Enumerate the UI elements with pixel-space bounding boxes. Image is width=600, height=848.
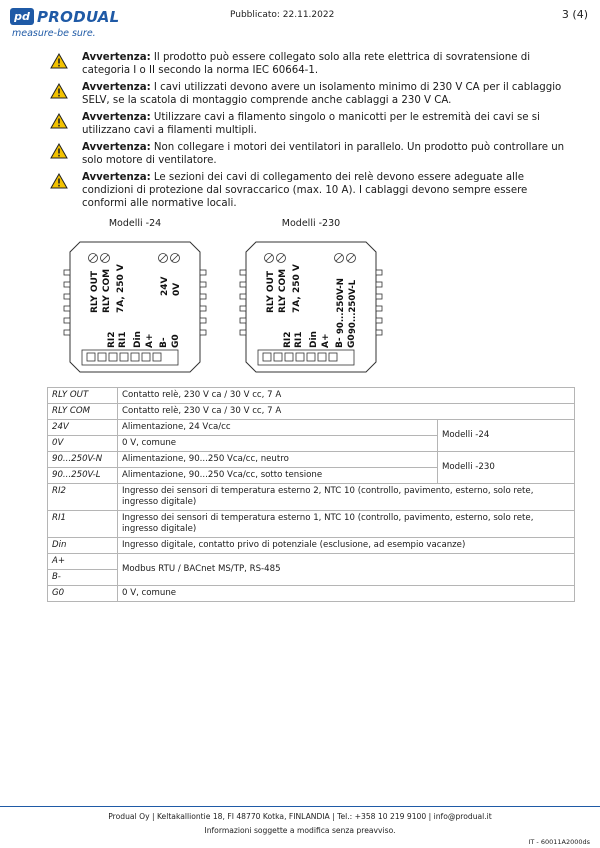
table-row [48, 586, 575, 602]
terminal-desc: Contatto relè, 230 V ca / 30 V cc, 7 A [118, 404, 575, 420]
published-date: Pubblicato: 22.11.2022 [230, 10, 335, 20]
footer-address: Produal Oy | Keltakalliontie 18, FI 48770 Kotka, FINLANDIA | Tel.: +358 10 219 9100 | info@produal.it [108, 812, 492, 821]
terminal-label: B- [159, 337, 169, 348]
table-row [48, 452, 575, 468]
terminal-label: RI2 [107, 331, 117, 348]
warning-text: Non collegare i motori dei ventilatori in parallelo. Un prodotto può controllare un solo motore di ventilatore. [82, 142, 565, 166]
wiring-diagram-230 [236, 218, 386, 382]
terminal-label: RI1 [118, 331, 128, 348]
warning-text: Le sezioni dei cavi di collegamento dei relè devono essere adeguate alle condizioni di protezione dal sovraccarico (max. 10 A). I cablaggi devono sempre essere conformi alle normative locali. [82, 172, 528, 209]
warning-text: I cavi utilizzati devono avere un isolamento minimo di 230 V CA per il cablaggio SELV, se la scatola di montaggio comprende anche cablaggi a 230 V CA. [82, 82, 562, 106]
warnings-list [50, 51, 570, 214]
terminal-key: 90...250V-L [48, 468, 118, 484]
terminal-key: G0 [48, 586, 118, 602]
terminal-desc: Contatto relè, 230 V ca / 30 V cc, 7 A [118, 388, 575, 404]
terminal-label: Din [133, 331, 143, 348]
terminal-key: 24V [48, 420, 118, 436]
terminal-key: Din [48, 538, 118, 554]
warning-icon [50, 143, 68, 159]
terminal-label: 90...250V-L [348, 279, 358, 334]
terminal-label: 0V [172, 282, 182, 296]
terminal-label: RLY COM [278, 268, 288, 313]
warning-label: Avvertenza: [82, 142, 151, 153]
terminal-desc: Ingresso dei sensori di temperatura esterno 2, NTC 10 (controllo, pavimento, esterno, solo rete, ingresso digitale) [118, 484, 575, 511]
table-row [48, 511, 575, 538]
warning-item [50, 51, 570, 77]
terminal-label: G0 [347, 334, 357, 348]
wiring-diagram-24 [60, 218, 210, 382]
terminal-label: RI1 [294, 331, 304, 348]
warning-label: Avvertenza: [82, 82, 151, 93]
terminal-desc: Modbus RTU / BACnet MS/TP, RS-485 [118, 554, 575, 586]
terminal-desc: Alimentazione, 90...250 Vca/cc, sotto tensione [118, 468, 438, 484]
terminal-desc: 0 V, comune [118, 436, 438, 452]
warning-item [50, 141, 570, 167]
warning-label: Avvertenza: [82, 52, 151, 63]
brand-tagline: measure-be sure. [12, 28, 96, 39]
terminal-key: B- [48, 570, 118, 586]
terminal-key: A+ [48, 554, 118, 570]
terminal-label: RI2 [283, 331, 293, 348]
terminal-label: A+ [145, 333, 155, 348]
logo-mark: pd [10, 8, 34, 25]
terminal-key: RLY OUT [48, 388, 118, 404]
warning-item [50, 81, 570, 107]
document-code: IT - 60011A2000ds [528, 838, 590, 846]
terminal-label: 7A, 250 V [292, 264, 302, 313]
terminal-label: G0 [171, 334, 181, 348]
table-row [48, 484, 575, 511]
terminal-label: 7A, 250 V [116, 264, 126, 313]
produal-logo [10, 8, 120, 42]
warning-label: Avvertenza: [82, 172, 151, 183]
terminal-key: 0V [48, 436, 118, 452]
terminal-key: RLY COM [48, 404, 118, 420]
warning-icon [50, 83, 68, 99]
table-row [48, 404, 575, 420]
terminal-key: RI1 [48, 511, 118, 538]
warning-item [50, 111, 570, 137]
warning-icon [50, 173, 68, 189]
terminal-label: A+ [321, 333, 331, 348]
warning-icon [50, 53, 68, 69]
warning-text: Utilizzare cavi a filamento singolo o manicotti per le estremità dei cavi se si utilizzano cavi a filamenti multipli. [82, 112, 540, 136]
terminal-label: RLY COM [102, 268, 112, 313]
terminal-label: RLY OUT [266, 270, 276, 313]
model-group-24: Modelli -24 [438, 420, 575, 452]
warning-icon [50, 113, 68, 129]
terminal-label: RLY OUT [90, 270, 100, 313]
diagram-drawing-24 [60, 232, 210, 382]
terminal-label: B- [335, 337, 345, 348]
warning-text: Il prodotto può essere collegato solo alla rete elettrica di sovratensione di categoria I o II secondo la norma IEC 60664-1. [82, 52, 531, 76]
footer-notice: Informazioni soggette a modifica senza preavviso. [204, 826, 396, 835]
diagram-title: Modelli -24 [108, 218, 162, 229]
terminal-key: RI2 [48, 484, 118, 511]
table-row [48, 538, 575, 554]
diagram-drawing-230 [236, 232, 386, 382]
terminal-label: Din [309, 331, 319, 348]
brand-name: PRODUAL [37, 8, 120, 26]
terminal-desc: 0 V, comune [118, 586, 575, 602]
terminal-desc: Alimentazione, 90...250 Vca/cc, neutro [118, 452, 438, 468]
diagram-title: Modelli -230 [281, 218, 341, 229]
terminal-desc: Ingresso digitale, contatto privo di potenziale (esclusione, ad esempio vacanze) [118, 538, 575, 554]
page-number: 3 (4) [561, 8, 588, 21]
warning-item [50, 171, 570, 210]
terminal-label: 24V [160, 276, 170, 296]
table-row [48, 554, 575, 570]
table-row [48, 388, 575, 404]
terminal-desc: Alimentazione, 24 Vca/cc [118, 420, 438, 436]
model-group-230: Modelli -230 [438, 452, 575, 484]
footer-divider [0, 806, 600, 807]
warning-label: Avvertenza: [82, 112, 151, 123]
terminal-desc: Ingresso dei sensori di temperatura esterno 1, NTC 10 (controllo, pavimento, esterno, solo rete, ingresso digitale) [118, 511, 575, 538]
terminal-label: 90...250V-N [336, 278, 346, 334]
terminal-table [47, 387, 575, 602]
terminal-key: 90...250V-N [48, 452, 118, 468]
table-row [48, 420, 575, 436]
